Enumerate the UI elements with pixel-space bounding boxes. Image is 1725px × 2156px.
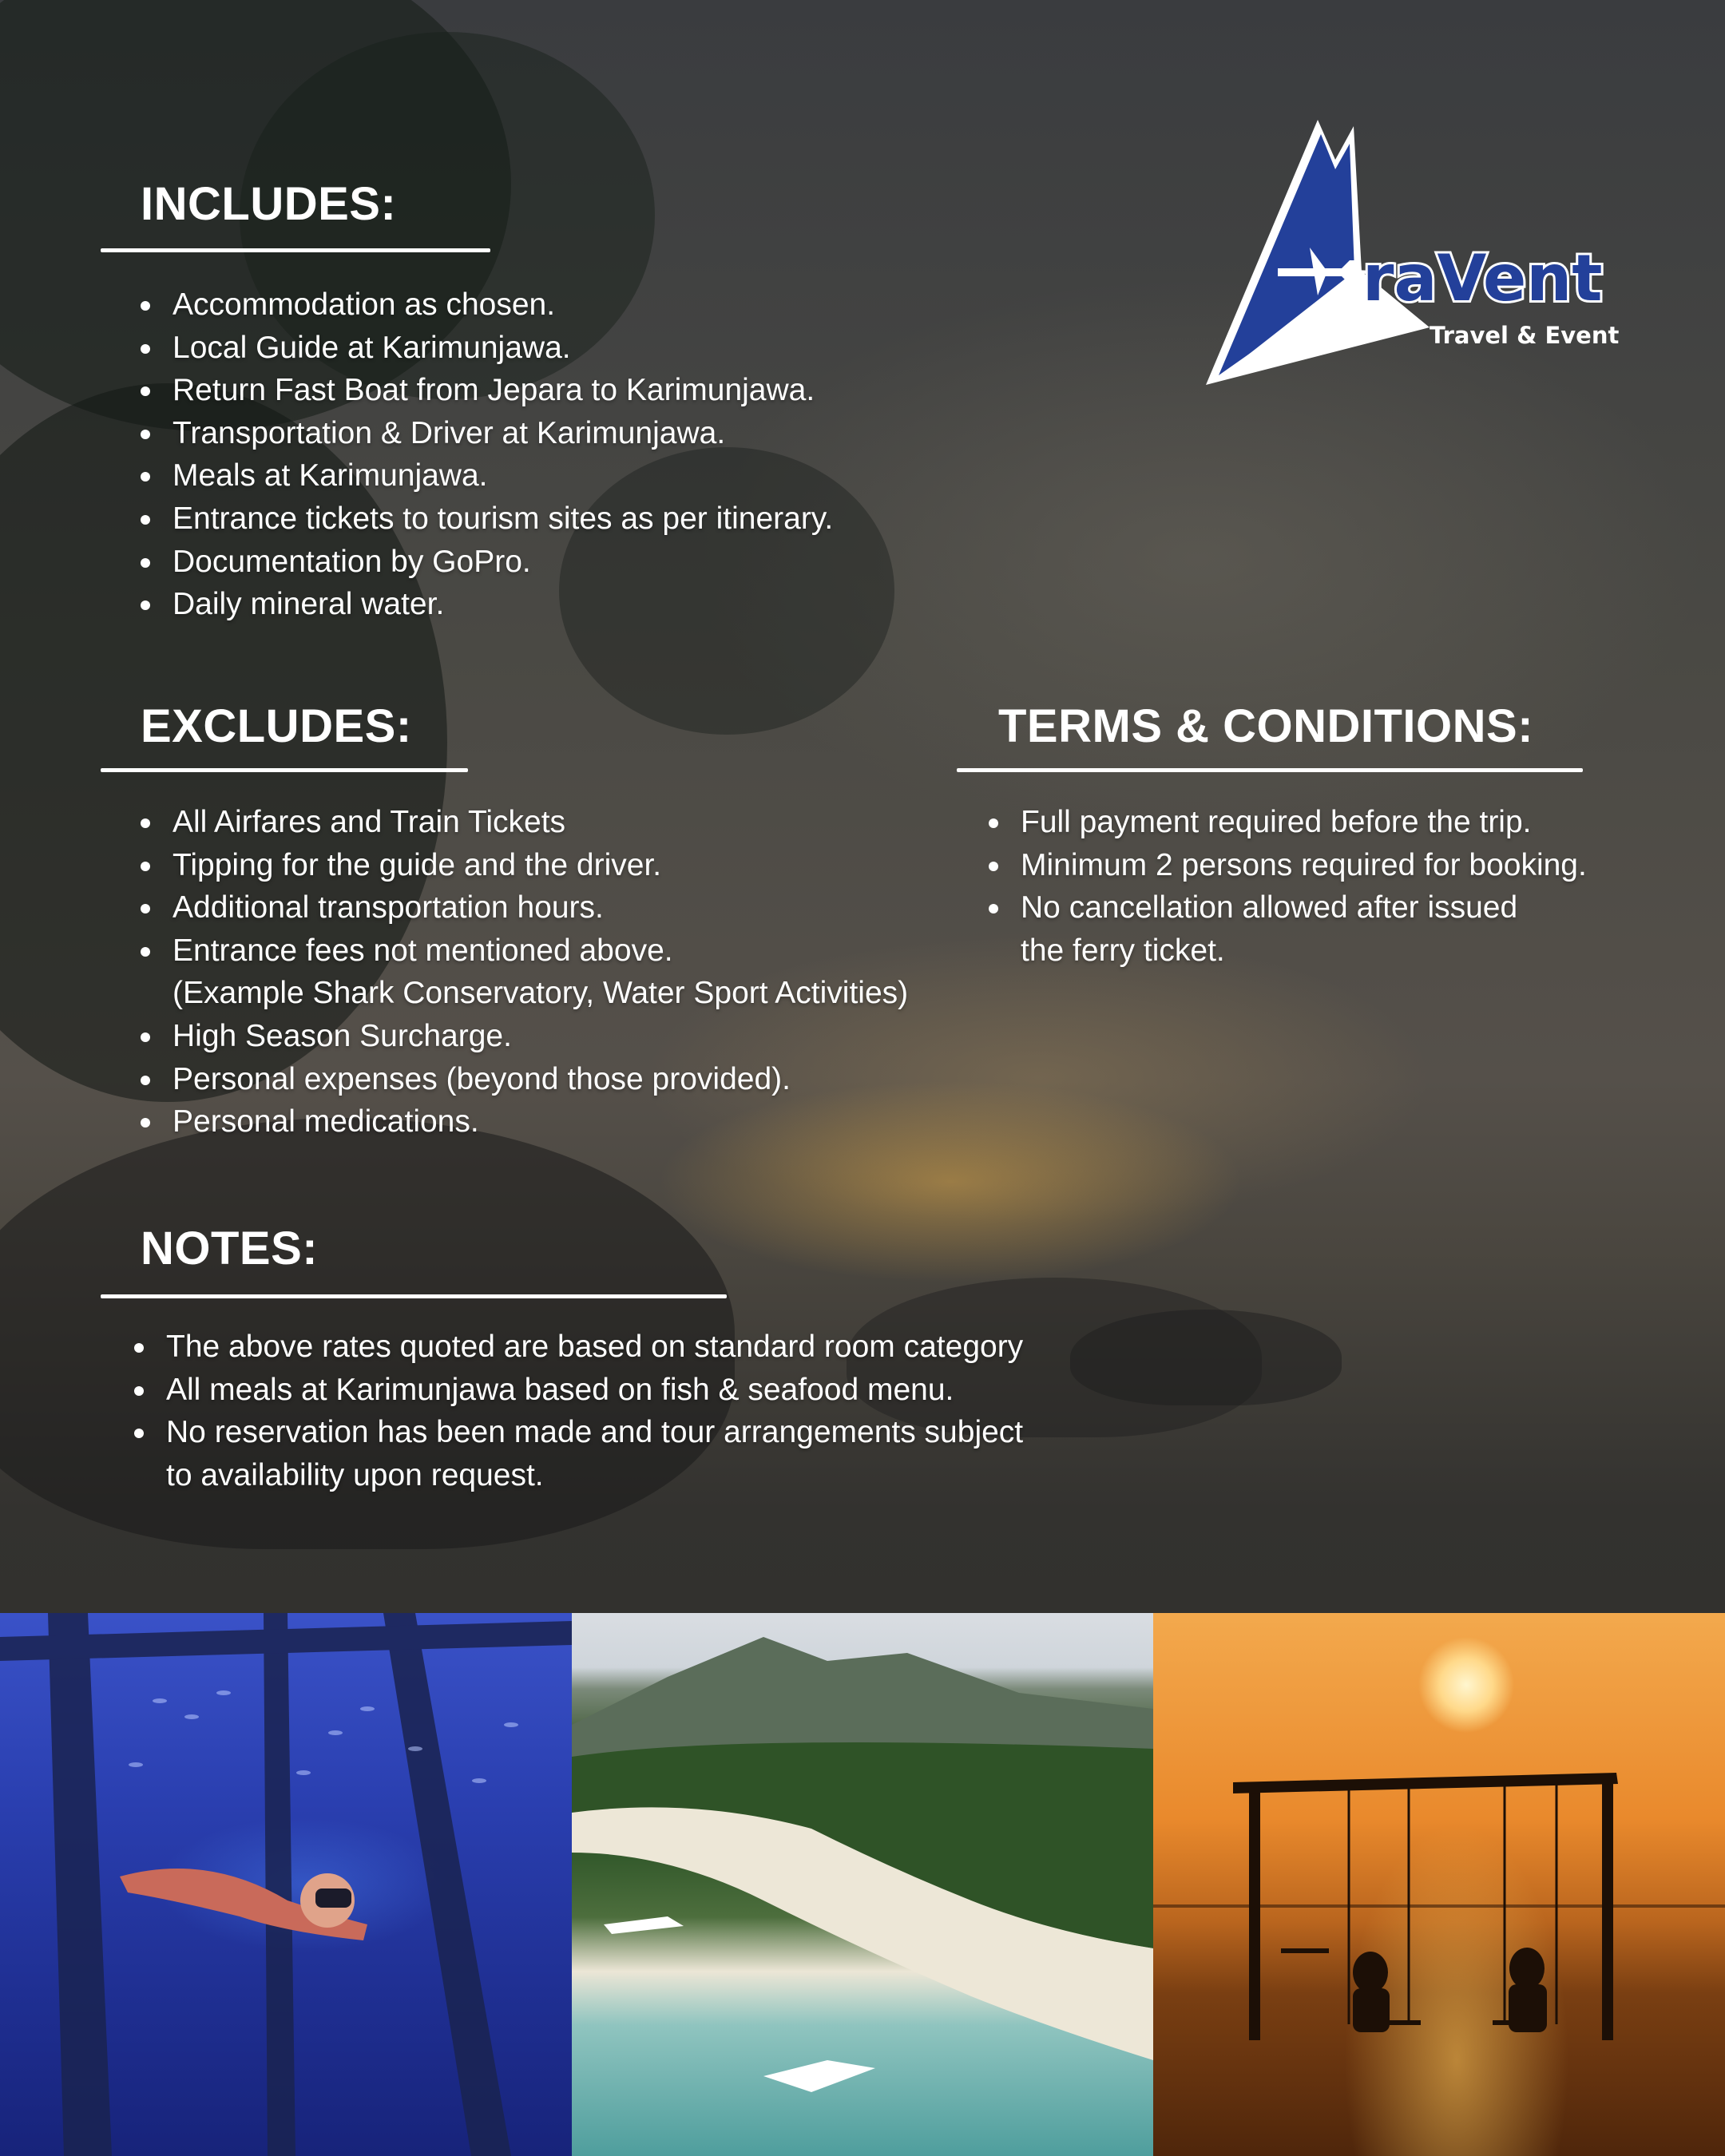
list-item (134, 1411, 1023, 1496)
includes-list (141, 283, 833, 626)
terms-title: TERMS & CONDITIONS: (998, 700, 1534, 752)
island-scene (572, 1613, 1153, 2156)
island-beach-photo (572, 1613, 1153, 2156)
list-item: Return Fast Boat from Jepara to Karimunjawa. (141, 369, 833, 412)
list-item: The above rates quoted are based on standard room category (134, 1326, 1023, 1369)
includes-title: INCLUDES: (141, 178, 397, 230)
terms-list (989, 801, 1587, 972)
list-item: Local Guide at Karimunjawa. (141, 327, 833, 370)
list-item: Entrance tickets to tourism sites as per itinerary. (141, 497, 833, 541)
list-item: All meals at Karimunjawa based on fish & seafood menu. (134, 1369, 1023, 1412)
list-item: Daily mineral water. (141, 583, 833, 626)
list-item (989, 886, 1587, 972)
list-item: Transportation & Driver at Karimunjawa. (141, 412, 833, 455)
snorkeling-scene (0, 1613, 572, 2156)
list-item-text: No cancellation allowed after issued (1021, 890, 1518, 925)
list-item (141, 929, 908, 1015)
list-item: High Season Surcharge. (141, 1015, 908, 1058)
excludes-divider (101, 768, 468, 772)
notes-title: NOTES: (141, 1223, 319, 1274)
travent-logo (1190, 112, 1613, 399)
list-item: Additional transportation hours. (141, 886, 908, 929)
logo-wordmark: raVent (1362, 241, 1603, 315)
excludes-title: EXCLUDES: (141, 700, 412, 752)
list-item: Full payment required before the trip. (989, 801, 1587, 844)
list-item: Personal expenses (beyond those provided). (141, 1058, 908, 1101)
list-item: Documentation by GoPro. (141, 541, 833, 584)
sunset-swing-photo (1153, 1613, 1725, 2156)
includes-divider (101, 248, 490, 252)
swing-scene (1153, 1613, 1725, 2156)
snorkeling-photo (0, 1613, 572, 2156)
notes-divider (101, 1294, 727, 1298)
list-item: Accommodation as chosen. (141, 283, 833, 327)
list-item: Meals at Karimunjawa. (141, 454, 833, 497)
list-item: Tipping for the guide and the driver. (141, 844, 908, 887)
list-item-text: No reservation has been made and tour arrangements subject (166, 1415, 1024, 1450)
terms-divider (957, 768, 1583, 772)
notes-list (134, 1326, 1023, 1496)
list-item-continuation: the ferry ticket. (1021, 933, 1225, 968)
rock-silhouette (1070, 1310, 1342, 1405)
list-item: All Airfares and Train Tickets (141, 801, 908, 844)
list-item-continuation: to availability upon request. (166, 1457, 544, 1492)
excludes-list (141, 801, 908, 1143)
list-item: Personal medications. (141, 1100, 908, 1143)
list-item: Minimum 2 persons required for booking. (989, 844, 1587, 887)
logo-tagline: Travel & Event (1430, 322, 1620, 349)
list-item-text: Entrance fees not mentioned above. (172, 933, 673, 968)
list-item-note: (Example Shark Conservatory, Water Sport Activities) (172, 976, 909, 1011)
